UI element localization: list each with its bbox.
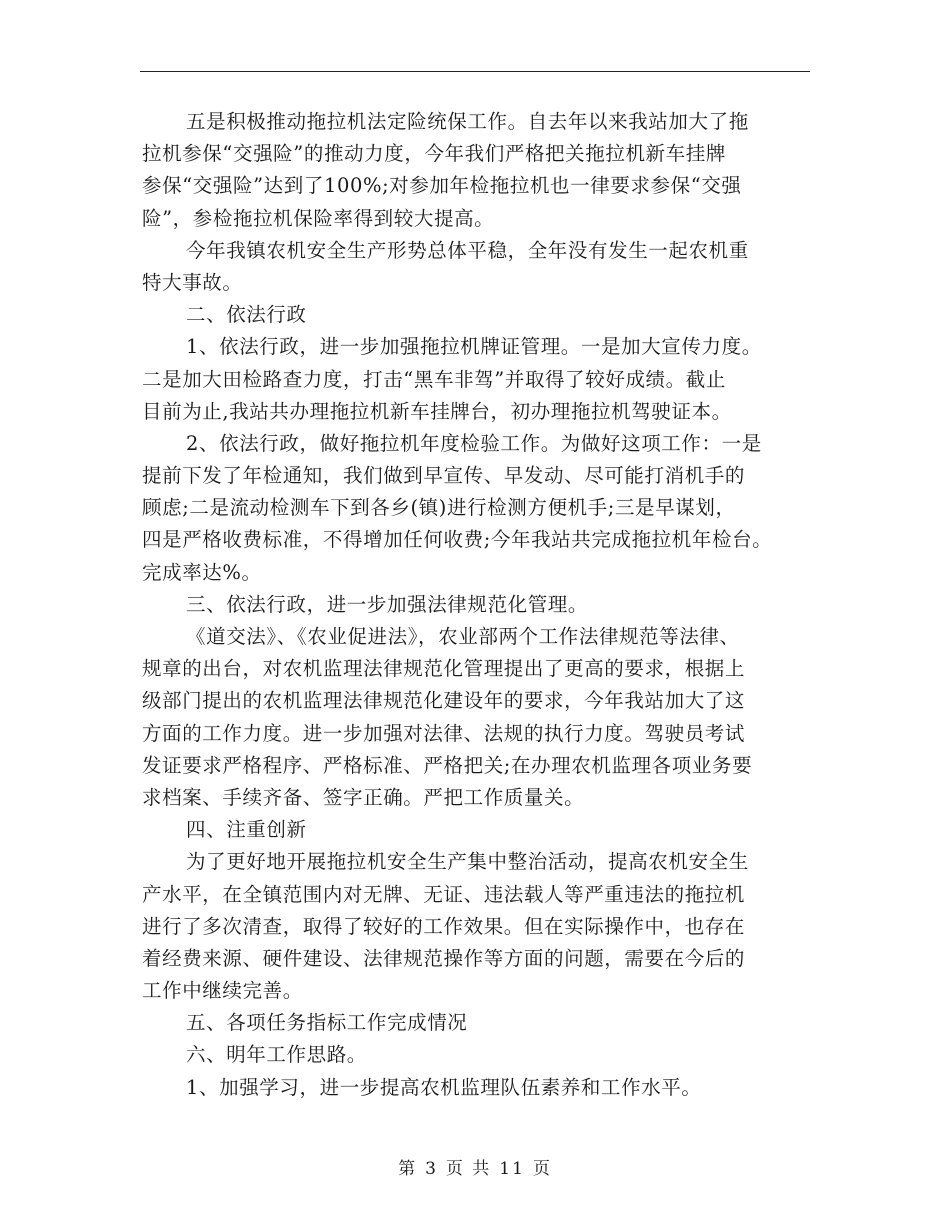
text-line: 特大事故。 xyxy=(142,270,243,294)
page-footer xyxy=(0,1154,950,1179)
text-line: 方面的工作力度。进一步加强对法律、法规的执行力度。驾驶员考试 xyxy=(142,721,746,745)
text-line: 2、依法行政，做好拖拉机年度检验工作。为做好这项工作：一是 xyxy=(186,431,762,455)
body-text xyxy=(142,106,810,1104)
text-line: 产水平，在全镇范围内对无牌、无证、违法载人等严重违法的拖拉机 xyxy=(142,882,746,906)
text-line: 工作中继续完善。 xyxy=(142,979,303,1003)
text-line: 三、依法行政，进一步加强法律规范化管理。 xyxy=(186,592,589,616)
footer-total-pages: 11 xyxy=(499,1159,525,1179)
text-line: 险”，参检拖拉机保险率得到较大提高。 xyxy=(142,206,495,230)
text-line: 六、明年工作思路。 xyxy=(186,1043,367,1067)
text-line: 提前下发了年检通知，我们做到早宣传、早发动、尽可能打消机手的 xyxy=(142,464,746,488)
header-rule xyxy=(140,71,810,72)
text-line: 四是严格收费标准，不得增加任何收费;今年我站共完成拖拉机年检台。 xyxy=(142,528,773,552)
text-line: 今年我镇农机安全生产形势总体平稳，全年没有发生一起农机重 xyxy=(186,238,749,262)
text-line: 《道交法》、《农业促进法》，农业部两个工作法律规范等法律、 xyxy=(186,625,740,648)
text-line: 着经费来源、硬件建设、法律规范操作等方面的问题，需要在今后的 xyxy=(142,946,746,970)
text-line: 1、加强学习，进一步提高农机监理队伍素养和工作水平。 xyxy=(186,1075,702,1099)
text-line: 发证要求严格程序、严格标准、严格把关;在办理农机监理各项业务要 xyxy=(142,753,753,777)
text-line: 二、依法行政 xyxy=(186,303,307,327)
footer-page-number: 3 xyxy=(425,1159,438,1179)
text-line: 完成率达%。 xyxy=(142,560,262,584)
text-line: 目前为止,我站共办理拖拉机新车挂牌台，初办理拖拉机驾驶证本。 xyxy=(142,399,732,423)
text-line: 1、依法行政，进一步加强拖拉机牌证管理。一是加大宣传力度。 xyxy=(186,335,762,359)
text-line: 四、注重创新 xyxy=(186,818,307,842)
footer-middle: 页 共 xyxy=(445,1159,492,1179)
footer-prefix: 第 xyxy=(398,1159,418,1179)
text-line: 五是积极推动拖拉机法定险统保工作。自去年以来我站加大了拖 xyxy=(186,110,749,133)
text-line: 顾虑;二是流动检测车下到各乡(镇)进行检测方便机手;三是早谋划， xyxy=(142,496,736,520)
text-line: 进行了多次清查，取得了较好的工作效果。但在实际操作中，也存在 xyxy=(142,914,746,938)
text-line: 参保“交强险”达到了100%;对参加年检拖拉机也一律要求参保“交强 xyxy=(142,174,742,198)
text-line: 为了更好地开展拖拉机安全生产集中整治活动，提高农机安全生 xyxy=(186,850,749,874)
text-line: 拉机参保“交强险”的推动力度，今年我们严格把关拖拉机新车挂牌 xyxy=(142,142,726,166)
footer-suffix: 页 xyxy=(532,1159,552,1179)
text-line: 五、各项任务指标工作完成情况 xyxy=(186,1011,468,1035)
text-line: 级部门提出的农机监理法律规范化建设年的要求，今年我站加大了这 xyxy=(142,689,746,713)
text-line: 规章的出台，对农机监理法律规范化管理提出了更高的要求，根据上 xyxy=(142,657,746,681)
text-line: 求档案、手续齐备、签字正确。严把工作质量关。 xyxy=(142,785,585,809)
text-line: 二是加大田检路查力度，打击“黑车非驾”并取得了较好成绩。截止 xyxy=(142,367,726,391)
